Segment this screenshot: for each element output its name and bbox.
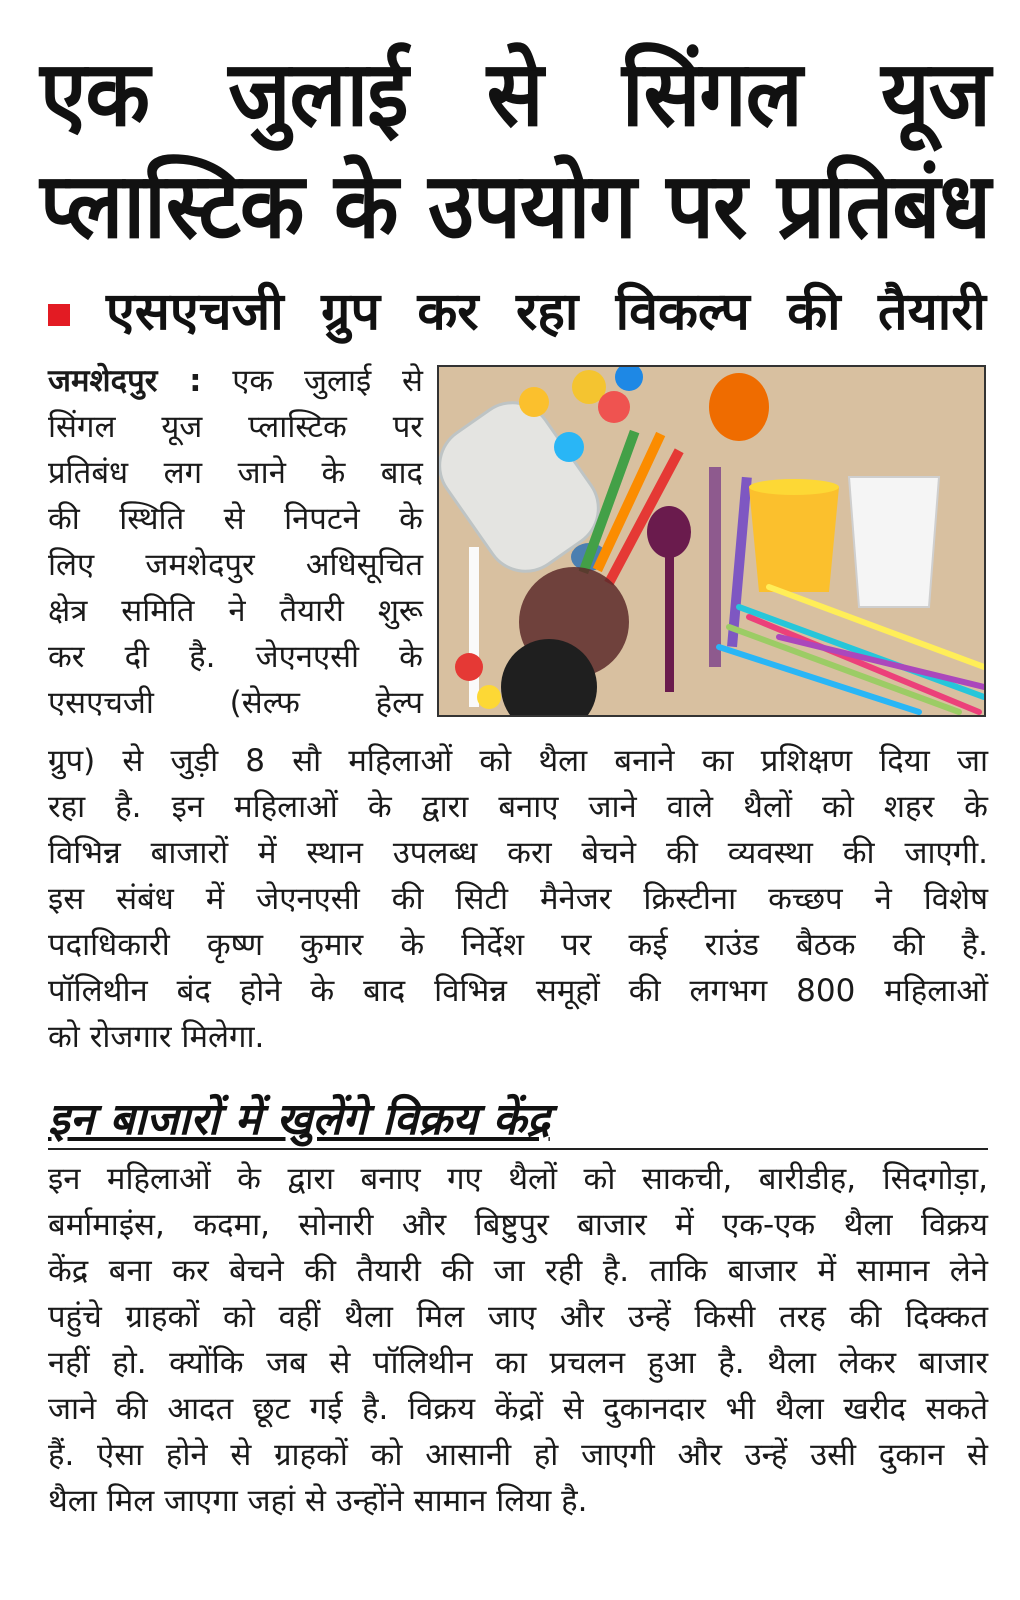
article-line-9: ग्रुप) से जुड़ी 8 सौ महिलाओं को थैला बनाने का प्रशिक्षण दिया जा: [48, 743, 988, 779]
section-line-5: नहीं हो. क्योंकि जब से पॉलिथीन का प्रचलन हुआ है. थैला लेकर बाजार: [48, 1345, 988, 1381]
red-square-bullet-icon: [48, 304, 70, 326]
article-line-15: को रोजगार मिलेगा.: [48, 1019, 265, 1055]
plastic-items-photo: [437, 365, 986, 717]
article-line-1-text: एक जुलाई से: [201, 363, 423, 399]
article-line-4: की स्थिति से निपटने के: [48, 501, 423, 537]
section-line-7: हैं. ऐसा होने से ग्राहकों को आसानी हो जाएगी और उन्हें उसी दुकान से: [48, 1437, 988, 1473]
headline-line-1: एक जुलाई से सिंगल यूज: [40, 40, 990, 147]
article-line-5: लिए जमशेदपुर अधिसूचित: [48, 547, 423, 583]
article-line-11: विभिन्न बाजारों में स्थान उपलब्ध करा बेचने की व्यवस्था की जाएगी.: [48, 835, 988, 871]
section-line-4: पहुंचे ग्राहकों को वहीं थैला मिल जाए और उन्हें किसी तरह की दिक्कत: [48, 1299, 988, 1335]
section-line-8: थैला मिल जाएगा जहां से उन्होंने सामान लिया है.: [48, 1483, 588, 1519]
section-line-6: जाने की आदत छूट गई है. विक्रय केंद्रों से दुकानदार भी थैला खरीद सकते: [48, 1391, 988, 1427]
article-line-14: पॉलिथीन बंद होने के बाद विभिन्न समूहों की लगभग 800 महिलाओं: [48, 973, 988, 1009]
subheadline: [48, 278, 988, 348]
article-line-3: प्रतिबंध लग जाने के बाद: [48, 455, 423, 491]
article-line-1: [48, 358, 423, 404]
article-line-10: रहा है. इन महिलाओं के द्वारा बनाए जाने वाले थैलों को शहर के: [48, 789, 988, 825]
plastic-items-illustration: [439, 367, 984, 715]
article-line-12: इस संबंध में जेएनएसी की सिटी मैनेजर क्रिस्टीना कच्छप ने विशेष: [48, 881, 988, 917]
article-line-6: क्षेत्र समिति ने तैयारी शुरू: [48, 593, 423, 629]
article-line-7: कर दी है. जेएनएसी के: [48, 639, 423, 675]
article-line-2: सिंगल यूज प्लास्टिक पर: [48, 409, 423, 445]
section-heading: [48, 1096, 988, 1150]
section-line-1: इन महिलाओं के द्वारा बनाए गए थैलों को साकची, बारीडीह, सिदगोड़ा,: [48, 1161, 988, 1197]
section-line-3: केंद्र बना कर बेचने की तैयारी की जा रही है. ताकि बाजार में सामान लेने: [48, 1253, 988, 1289]
article-line-8: एसएचजी (सेल्फ हेल्प: [48, 685, 423, 721]
section-heading-text: इन बाजारों में खुलेंगे विक्रय केंद्र: [48, 1094, 550, 1145]
dateline: जमशेदपुर :: [48, 363, 202, 399]
article-line-13: पदाधिकारी कृष्ण कुमार के निर्देश पर कई राउंड बैठक की है.: [48, 927, 988, 963]
section-line-2: बर्मामाइंस, कदमा, सोनारी और बिष्टुपुर बाजार में एक-एक थैला विक्रय: [48, 1207, 988, 1243]
headline-line-2: प्लास्टिक के उपयोग पर प्रतिबंध: [40, 152, 990, 259]
subheadline-text: एसएचजी ग्रुप कर रहा विकल्प की तैयारी: [106, 282, 986, 342]
